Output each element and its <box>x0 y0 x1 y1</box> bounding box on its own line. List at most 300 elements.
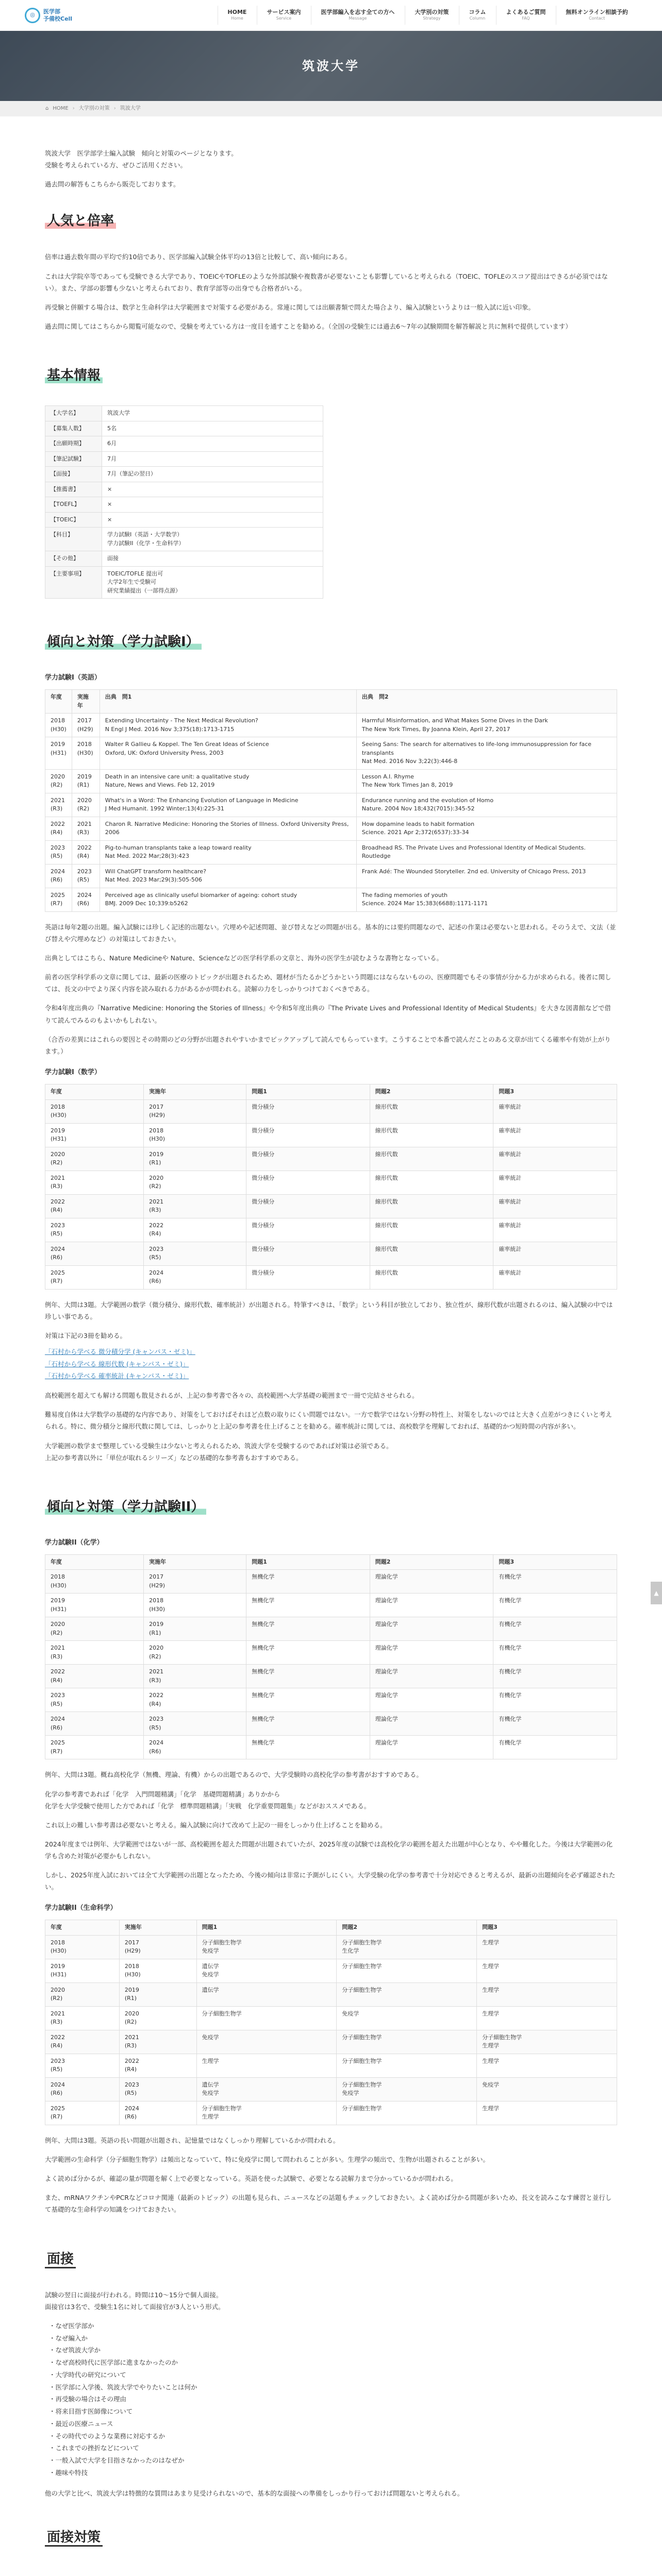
table-cell: 分子細胞生物学 生理学 <box>477 2030 617 2054</box>
breadcrumb-current: 筑波大学 <box>120 105 141 111</box>
table-header-row <box>45 690 617 714</box>
table-header-row <box>45 1554 617 1570</box>
table-cell: 線形代数 <box>370 1123 493 1147</box>
table-cell: 2020 (R2) <box>45 1617 144 1641</box>
paragraph: 対策は下記の3冊を勧める。 <box>45 1331 126 1340</box>
table-cell: 遺伝学 免疫学 <box>196 1959 337 1982</box>
paragraph: 過去問に関してはこちらから閲覧可能なので、受験を考えている方は一度目を通すことを勧める。（全国の受験生には過去6〜7年の試験期間を解答解説と共に無料で提供しています） <box>45 322 572 330</box>
list-item: ・大学時代の研究について <box>49 2370 126 2379</box>
table-cell: 2017 (H29) <box>144 1570 246 1594</box>
info-key: 【大学名】 <box>45 406 102 421</box>
table-cell: 2022 (R4) <box>45 817 72 840</box>
paragraph: 例年、大問は3題。英語の長い問題が出題され、記憶量ではなくしっかり理解しているかが問われる。 <box>45 2136 340 2144</box>
table-header-row <box>45 1920 617 1936</box>
table-cell: 2023 (R5) <box>144 1712 246 1736</box>
table-row <box>45 1594 617 1617</box>
table-cell: 分子細胞生物学 生化学 <box>337 1935 477 1959</box>
table-row <box>45 1641 617 1665</box>
column-header: 問題3 <box>493 1554 617 1570</box>
table-cell: Harmful Misinformation, and What Makes Some Dives in the Dark The New York Times, By Joanna Klein, April 27, 2017 <box>356 714 617 737</box>
paragraph: 化学の参考書であれば「化学 入門問題精講」「化学 基礎問題精講」ありかから 化学を大学受験で使用した方であれば「化学 標準問題精講」「実戦 化学重要問題集」などがおススメである。 <box>45 1790 371 1810</box>
table-cell: 2021 (R3) <box>72 817 100 840</box>
table-row <box>45 1665 617 1688</box>
table-cell: 理論化学 <box>370 1688 493 1712</box>
table-cell: 2022 (R4) <box>45 2030 120 2054</box>
table-cell: 2019 (H31) <box>45 1959 120 1982</box>
list-item: ・なぜ編入か <box>49 2334 88 2342</box>
column-header: 問題1 <box>196 1920 337 1936</box>
table-cell: 理論化学 <box>370 1641 493 1665</box>
column-header: 年度 <box>45 1920 120 1936</box>
site-logo[interactable] <box>25 8 72 23</box>
paragraph: 再受験と併願する場合は、数学と生命科学は大学範囲まで対策する必要がある。常連に関しては出願書類で問えた場合より、編入試験というよりは一般入試に近い印象。 <box>45 303 535 311</box>
info-value: 学力試験I（英語・大学数学） 学力試験II（化学・生命科学） <box>102 528 323 551</box>
paragraph: 試験の翌日に面接が行われる。時間は10〜15分で個人面接。 面接官は3名で、受験生1名に対して面接官が3人という形式。 <box>45 2291 225 2311</box>
table-cell: 無機化学 <box>246 1594 370 1617</box>
table-cell: Lesson A.I. Rhyme The New York Times Jan 8, 2019 <box>356 769 617 793</box>
table-header-row <box>45 1084 617 1100</box>
logo-line2: 予備校Cell <box>43 15 73 22</box>
table-row <box>45 1982 617 2006</box>
nav-column[interactable]: コラム Column <box>459 6 495 25</box>
table-cell: 2020 (R2) <box>144 1641 246 1665</box>
table-cell: 微分積分 <box>246 1123 370 1147</box>
column-header: 問題2 <box>370 1554 493 1570</box>
bio-subheading: 学力試験II（生命科学） <box>45 1904 117 1912</box>
english-source-table <box>45 689 617 912</box>
list-item: ・趣味や特技 <box>49 2468 88 2477</box>
info-value: 7月 <box>102 451 323 467</box>
table-cell: 2019 (R1) <box>72 769 100 793</box>
table-cell: 2019 (H31) <box>45 1594 144 1617</box>
paragraph: 英語は毎年2題の出題。編入試験には珍しく記述的出題ない。穴埋めや記述問題、並び替えなどの問題が出る。基本的には要約問題なので、記述の作業は必要ないと思われる。そのうえで、文法（並び替えや穴埋めなど）の対策はしておきたい。 <box>45 923 616 943</box>
table-cell: Death in an intensive care unit: a qualitative study Nature, News and Views. Feb 12, 2019 <box>100 769 356 793</box>
table-cell: 2021 (R3) <box>119 2030 196 2054</box>
table-cell: 生理学 <box>477 1935 617 1959</box>
table-cell: 線形代数 <box>370 1147 493 1171</box>
table-row <box>45 1570 617 1594</box>
list-item: ・なぜ高校時代に医学部に進まなかったのか <box>49 2359 178 2367</box>
paragraph: 2024年度までは例年、大学範囲ではないが一部、高校範囲を超えた問題が出題されていたが、2025年度の試験では高校化学の範囲を超えた出題が中心となり、やや難化した。今後は大学範囲の化学も含めた対策が必要かもしれない。 <box>45 1840 613 1860</box>
table-cell: 2019 (H31) <box>45 1123 144 1147</box>
info-value: TOEIC/TOFLE 提出可 大学2年生で受験可 研究業績提出（一部得点源） <box>102 566 323 599</box>
table-row <box>45 1242 617 1265</box>
table-cell: 2024 (R6) <box>45 1242 144 1265</box>
table-row <box>45 566 323 599</box>
paragraph: 他の大学と比べ、筑波大学は特徴的な質問はあまり見受けられないので、基本的な面接への準備をしっかり行っておけば問題ないと考えられる。 <box>45 2489 464 2497</box>
paragraph: 出典としてはこちら、Nature Medicineや Nature、Scienceなどの医学科学系の文章と、海外の医学生が読むような書物となっている。 <box>45 954 443 962</box>
table-cell: 2025 (R7) <box>45 1736 144 1759</box>
info-value: 筑波大学 <box>102 406 323 421</box>
table-row <box>45 1218 617 1242</box>
column-header: 出典 問2 <box>356 690 617 714</box>
table-cell: 有機化学 <box>493 1712 617 1736</box>
paragraph: 大学範囲の生命科学（分子細胞生物学）は頻出となっていて、特に免疫学に関して問われることが多い。生理学の頻出で、生物が出題されることが多い。 <box>45 2156 490 2164</box>
paragraph: 高校範囲を超えても解ける問題も散見されるが、上記の参考書で各々の、高校範囲へ大学基礎の範囲まで一冊で完結させられる。 <box>45 1392 419 1400</box>
paragraph: また、mRNAワクチンやPCRなどコロナ関連（最新のトピック）の出題も見られ、ニュースなどの話題もチェックしておきたい。よく読めば分かる問題が多いため、長文を読みこなす練習と並行して基礎的な生命科学の知識をつけておきたい。 <box>45 2194 612 2214</box>
table-cell: 2022 (R4) <box>45 1194 144 1218</box>
info-key: 【面接】 <box>45 467 102 482</box>
table-cell: 確率統計 <box>493 1171 617 1194</box>
table-cell: Perceived age as clinically useful biomarker of ageing: cohort study BMJ. 2009 Dec 10;339:b5262 <box>100 888 356 911</box>
info-key: 【TOEFL】 <box>45 497 102 513</box>
table-cell: 無機化学 <box>246 1712 370 1736</box>
table-cell: 2018 (H30) <box>72 737 100 770</box>
table-cell: The fading memories of youth Science. 2024 Mar 15;383(6688):1171-1171 <box>356 888 617 911</box>
paragraph: （合否の差異にはこれらの要因とその時期のどの分野が出題されやすいかまでピックアップして読んでもらっています。こうすることで本番で読んだことのある文章が出てくる確率や有効が上がります。） <box>45 1035 611 1055</box>
page-top-button[interactable]: ▲ <box>651 1582 662 1604</box>
table-cell: 2022 (R4) <box>144 1688 246 1712</box>
table-row <box>45 793 617 817</box>
info-key: 【出願時期】 <box>45 436 102 452</box>
table-cell: 2021 (R3) <box>144 1194 246 1218</box>
breadcrumb-parent[interactable]: 大学別の対策 <box>78 105 110 111</box>
table-row <box>45 2077 617 2101</box>
math-topic-table <box>45 1084 617 1290</box>
table-cell: 有機化学 <box>493 1617 617 1641</box>
logo-mark-icon: ◎ <box>25 8 40 23</box>
table-cell: Broadhead RS. The Private Lives and Professional Identity of Medical Students. Routledge <box>356 840 617 864</box>
table-cell: 免疫学 <box>337 2006 477 2030</box>
breadcrumb <box>0 101 662 116</box>
table-row <box>45 451 323 467</box>
table-cell: 免疫学 <box>477 2077 617 2101</box>
table-row <box>45 2054 617 2077</box>
table-cell: 生理学 <box>477 2101 617 2125</box>
table-cell: Seeing Sans: The search for alternatives to life-long immunosuppression for face transplants Nat Med. 2016 Nov 3;22(3):446-8 <box>356 737 617 770</box>
table-cell: 2018 (H30) <box>144 1123 246 1147</box>
table-cell: 線形代数 <box>370 1218 493 1242</box>
table-cell: 理論化学 <box>370 1665 493 1688</box>
table-row <box>45 737 617 770</box>
nav-faq[interactable]: よくあるご質問 FAQ <box>496 6 555 25</box>
table-cell: 分子細胞生物学 <box>337 2101 477 2125</box>
column-header: 実施年 <box>72 690 100 714</box>
math-subheading: 学力試験I（数学） <box>45 1068 101 1076</box>
table-row <box>45 436 323 452</box>
table-cell: 分子細胞生物学 免疫学 <box>196 1935 337 1959</box>
column-header: 実施年 <box>119 1920 196 1936</box>
table-row <box>45 817 617 840</box>
table-cell: 2024 (R6) <box>45 864 72 888</box>
list-item: ・一般入試で大学を目指さなかったのはなぜか <box>49 2456 185 2465</box>
column-header: 出典 問1 <box>100 690 356 714</box>
list-item: ・なぜ医学部か <box>49 2321 94 2330</box>
table-cell: Frank Adé: The Wounded Storyteller. 2nd ed. University of Chicago Press, 2013 <box>356 864 617 888</box>
table-row <box>45 512 323 528</box>
info-value: 6月 <box>102 436 323 452</box>
table-cell: 2024 (R6) <box>119 2101 196 2125</box>
table-cell: 無機化学 <box>246 1665 370 1688</box>
table-cell: 有機化学 <box>493 1665 617 1688</box>
breadcrumb-separator: › <box>113 105 116 111</box>
english-subheading: 学力試験I（英語） <box>45 674 101 682</box>
table-cell: 有機化学 <box>493 1570 617 1594</box>
book-list <box>45 1346 617 1382</box>
table-cell: 確率統計 <box>493 1099 617 1123</box>
book-link[interactable]: 「石村から学べる 線形代数 (キャンパス・ゼミ)」 <box>45 1360 189 1368</box>
home-icon: ⌂ <box>45 105 49 111</box>
list-item: ・これまでの挫折などについて <box>49 2444 139 2452</box>
list-item: ・再受験の場合はその理由 <box>49 2395 127 2403</box>
table-row <box>45 2006 617 2030</box>
paragraph: 前者の医学科学系の文章に関しては、最新の医療のトピックが出題されるため、題材が当たるかどうかという問題にはならないものの、医療問題でもその事情が分かる力が求められる。後者に関しては、長文の中でより深く内容を読み取れる力があるかが問われる。読解の力をしっかりつけておくべきである。 <box>45 973 611 993</box>
table-cell: 微分積分 <box>246 1218 370 1242</box>
table-cell: 2024 (R6) <box>144 1265 246 1289</box>
bio-topic-table <box>45 1920 617 2125</box>
info-key: 【募集人数】 <box>45 421 102 436</box>
section-interview2-heading: 面接対策 <box>45 2525 617 2553</box>
site-header <box>0 0 662 31</box>
table-cell: Charon R. Narrative Medicine: Honoring the Stories of Illness. Oxford University Press, 2006 <box>100 817 356 840</box>
table-cell: Pig-to-human transplants take a leap toward reality Nat Med. 2022 Mar;28(3):423 <box>100 840 356 864</box>
table-row <box>45 1712 617 1736</box>
interview-question-list <box>49 2320 617 2479</box>
hero-banner <box>0 31 662 101</box>
paragraph: 例年、大問は3題。概ね高校化学（無機、理論、有機）からの出題であるので、大学受験時の高校化学の参考書がおすすめである。 <box>45 1771 423 1779</box>
column-header: 年度 <box>45 1084 144 1100</box>
table-row <box>45 888 617 911</box>
global-nav <box>218 6 637 25</box>
table-cell: 2018 (H30) <box>45 1570 144 1594</box>
info-key: 【その他】 <box>45 551 102 567</box>
table-row <box>45 551 323 567</box>
table-cell: 有機化学 <box>493 1688 617 1712</box>
book-link[interactable]: 「石村から学べる 確率統計 (キャンパス・ゼミ)」 <box>45 1372 189 1380</box>
table-cell: 2023 (R5) <box>119 2077 196 2101</box>
table-cell: 2023 (R5) <box>45 840 72 864</box>
info-key: 【TOEIC】 <box>45 512 102 528</box>
table-cell: 2018 (H30) <box>45 1099 144 1123</box>
book-link[interactable]: 「石村から学べる 微分積分学 (キャンパス・ゼミ)」 <box>45 1347 195 1355</box>
table-cell: 線形代数 <box>370 1265 493 1289</box>
table-cell: 2017 (H29) <box>144 1099 246 1123</box>
table-cell: 2025 (R7) <box>45 1265 144 1289</box>
info-value: × <box>102 482 323 497</box>
column-header: 年度 <box>45 690 72 714</box>
table-row <box>45 482 323 497</box>
table-cell: 生理学 <box>196 2054 337 2077</box>
paragraph: 倍率は過去数年間の平均で約10倍であり、医学部編入試験全体平均の13倍と比較して、高い傾向にある。 <box>45 253 352 261</box>
table-cell: 確率統計 <box>493 1147 617 1171</box>
table-cell: 分子細胞生物学 <box>337 2030 477 2054</box>
table-cell: 有機化学 <box>493 1736 617 1759</box>
table-cell: 2023 (R5) <box>45 1688 144 1712</box>
table-row <box>45 1147 617 1171</box>
table-cell: 2019 (R1) <box>119 1982 196 2006</box>
table-cell: 2022 (R4) <box>72 840 100 864</box>
breadcrumb-home[interactable]: HOME <box>53 105 69 111</box>
list-item: ・医学部に入学後、筑波大学でやりたいことは何か <box>49 2383 197 2391</box>
info-key: 【科目】 <box>45 528 102 551</box>
table-cell: 2018 (H30) <box>144 1594 246 1617</box>
table-cell: 2017 (H29) <box>119 1935 196 1959</box>
paragraph: よく読めば分かるが、確認の量が問題を解く上で必要となっている。英語を使った試験で、必要となる読解力まで分かっているかが問われる。 <box>45 2175 457 2183</box>
table-cell: 理論化学 <box>370 1594 493 1617</box>
table-cell: 2024 (R6) <box>45 1712 144 1736</box>
table-cell: 遺伝学 <box>196 1982 337 2006</box>
table-cell: 確率統計 <box>493 1242 617 1265</box>
table-cell: 2019 (R1) <box>144 1147 246 1171</box>
column-header: 年度 <box>45 1554 144 1570</box>
table-row <box>45 714 617 737</box>
table-row <box>45 769 617 793</box>
table-cell: 微分積分 <box>246 1171 370 1194</box>
paragraph: 大学範囲の数学まで整理している受験生は少ないと考えられるため、筑波大学を受験するのであれば対策は必須である。 <box>45 1442 393 1450</box>
column-header: 問題2 <box>370 1084 493 1100</box>
nav-strategy[interactable]: 大学別の対策 Strategy <box>405 6 458 25</box>
table-cell: 分子細胞生物学 <box>337 1959 477 1982</box>
table-cell: 生理学 <box>477 2054 617 2077</box>
table-cell: 2022 (R4) <box>144 1218 246 1242</box>
section-popularity-heading: 人気と倍率 <box>45 209 617 236</box>
page-title: 筑波大学 <box>302 58 360 73</box>
list-item: ・なぜ筑波大学か <box>49 2346 101 2354</box>
nav-contact[interactable]: 無料オンライン相談予約 Contact <box>556 6 637 25</box>
nav-home[interactable]: HOME Home <box>218 6 256 25</box>
table-cell: 無機化学 <box>246 1736 370 1759</box>
info-key: 【推薦書】 <box>45 482 102 497</box>
table-cell: 分子細胞生物学 <box>196 2006 337 2030</box>
column-header: 問題3 <box>477 1920 617 1936</box>
table-cell: 有機化学 <box>493 1594 617 1617</box>
table-cell: 無機化学 <box>246 1688 370 1712</box>
table-row <box>45 1171 617 1194</box>
column-header: 問題2 <box>337 1920 477 1936</box>
table-cell: Extending Uncertainty - The Next Medical Revolution? N Engl J Med. 2016 Nov 3;375(18):1713-1715 <box>100 714 356 737</box>
table-cell: 2021 (R3) <box>45 1641 144 1665</box>
list-item: ・将来目指す医師像について <box>49 2408 133 2416</box>
info-value: 5名 <box>102 421 323 436</box>
table-cell: 2025 (R7) <box>45 2101 120 2125</box>
table-row <box>45 1617 617 1641</box>
paragraph: しかし、2025年度入試においては全て大学範囲の出題となったため、今後の傾向は非常に予測がしにくい。大学受験の化学の参考書で十分対応できると考えるが、最新の出題傾向を必ず確認されたい。 <box>45 1871 616 1891</box>
table-cell: 2023 (R5) <box>72 864 100 888</box>
table-row <box>45 1935 617 1959</box>
section-interview-heading: 面接 <box>45 2247 617 2275</box>
table-cell: 2020 (R2) <box>144 1171 246 1194</box>
table-cell: 2025 (R7) <box>45 888 72 911</box>
table-cell: 2021 (R3) <box>144 1665 246 1688</box>
table-cell: 2020 (R2) <box>45 1147 144 1171</box>
table-cell: 理論化学 <box>370 1570 493 1594</box>
table-cell: 2023 (R5) <box>45 2054 120 2077</box>
table-cell: 理論化学 <box>370 1617 493 1641</box>
info-value: 面接 <box>102 551 323 567</box>
table-cell: 無機化学 <box>246 1641 370 1665</box>
table-row <box>45 864 617 888</box>
paragraph: 難易度自体は大学数学の基礎的な内容であり、対策をしておけばそれほど点数の取りにくい問題ではない。一方で数学ではない分野の特性上、対策をしないのではと大きく点差がつきにくいと考えられる。特に、微分積分と線形代数に関しては、しっかりと上記の参考書を仕上げることを勧める。確率統計に関しては、高校数学を理解しておれば、基礎的かつ短時間の内容が多い。 <box>45 1411 613 1431</box>
info-key: 【筆記試験】 <box>45 451 102 467</box>
table-cell: 2020 (R2) <box>45 1982 120 2006</box>
table-row <box>45 1688 617 1712</box>
basic-info-table <box>45 405 323 599</box>
table-cell: 微分積分 <box>246 1147 370 1171</box>
breadcrumb-separator: › <box>72 105 75 111</box>
table-cell: 確率統計 <box>493 1123 617 1147</box>
chem-subheading: 学力試験II（化学） <box>45 1538 104 1547</box>
table-cell: 無機化学 <box>246 1570 370 1594</box>
table-cell: 線形代数 <box>370 1171 493 1194</box>
table-cell: Walter R Gallieu & Koppel. The Ten Great Ideas of Science Oxford, UK: Oxford University Press, 2003 <box>100 737 356 770</box>
info-value: × <box>102 497 323 513</box>
table-cell: 2023 (R5) <box>45 1218 144 1242</box>
table-row <box>45 840 617 864</box>
table-row <box>45 467 323 482</box>
table-cell: 2021 (R3) <box>45 2006 120 2030</box>
table-row <box>45 2101 617 2125</box>
table-row <box>45 2030 617 2054</box>
chem-topic-table <box>45 1554 617 1760</box>
table-cell: 線形代数 <box>370 1099 493 1123</box>
table-cell: 確率統計 <box>493 1265 617 1289</box>
table-cell: 2021 (R3) <box>45 1171 144 1194</box>
column-header: 問題1 <box>246 1084 370 1100</box>
intro-text: 受験を考えられている方、ぜひご活用ください。 <box>45 161 187 170</box>
column-header: 問題3 <box>493 1084 617 1100</box>
table-row <box>45 1123 617 1147</box>
table-cell: 免疫学 <box>196 2030 337 2054</box>
table-cell: 生理学 <box>477 1982 617 2006</box>
table-cell: 微分積分 <box>246 1099 370 1123</box>
info-value: 7月（筆記の翌日） <box>102 467 323 482</box>
table-cell: 生理学 <box>477 2006 617 2030</box>
table-cell: 2017 (H29) <box>72 714 100 737</box>
table-cell: 2024 (R6) <box>72 888 100 911</box>
table-cell: 2024 (R6) <box>144 1736 246 1759</box>
table-cell: 2023 (R5) <box>144 1242 246 1265</box>
section-basic-heading: 基本情報 <box>45 363 617 391</box>
table-cell: 微分積分 <box>246 1194 370 1218</box>
column-header: 実施年 <box>144 1084 246 1100</box>
nav-message[interactable]: 医学部編入を志す全ての方へ Message <box>311 6 404 25</box>
nav-service[interactable]: サービス案内 Service <box>257 6 310 25</box>
table-row <box>45 497 323 513</box>
table-cell: 2020 (R2) <box>119 2006 196 2030</box>
table-cell: 2018 (H30) <box>45 714 72 737</box>
column-header: 問題1 <box>246 1554 370 1570</box>
paragraph: 令和4年度出典の『Narrative Medicine: Honoring the Stories of Illness』や令和5年度出典の『The Private Lives and Professional Identity of Medical Students』を大きな図書館などで借りて読んでみるのもよいかもしれない。 <box>45 1004 611 1024</box>
table-cell: 2020 (R2) <box>45 769 72 793</box>
table-cell: 遺伝学 免疫学 <box>196 2077 337 2101</box>
table-row <box>45 406 323 421</box>
paragraph: これは大学院卒等であっても受験できる大学であり、TOEICやTOFLEのような外部試験や複数書が必要ないことも影響していると考えられる（TOEIC、TOFLEのスコア提出はできるが必須ではない）。また、学部の影響も少ないと考えられており、教育学部等の出身でも合格者がいる。 <box>45 272 608 292</box>
table-cell: What's in a Word: The Enhancing Evolution of Language in Medicine J Med Humanit. 1992 Winter;13(4):225-31 <box>100 793 356 817</box>
paragraph: 上記の参考書以外に「単位が取れるシリーズ」などの基礎的な参考書もおすすめである。 <box>45 1453 303 1462</box>
table-cell: 無機化学 <box>246 1617 370 1641</box>
table-cell: Will ChatGPT transform healthcare? Nat Med. 2023 Mar;29(3):505-506 <box>100 864 356 888</box>
table-cell: 2018 (H30) <box>45 1935 120 1959</box>
table-cell: 2022 (R4) <box>119 2054 196 2077</box>
table-cell: 分子細胞生物学 <box>337 2054 477 2077</box>
table-row <box>45 421 323 436</box>
table-cell: 分子細胞生物学 <box>337 1982 477 2006</box>
section-test2-heading: 傾向と対策（学力試験II） <box>45 1495 617 1522</box>
table-cell: 有機化学 <box>493 1641 617 1665</box>
table-cell: 微分積分 <box>246 1242 370 1265</box>
table-cell: 分子細胞生物学 生理学 <box>196 2101 337 2125</box>
table-row <box>45 528 323 551</box>
table-cell: 2024 (R6) <box>45 2077 120 2101</box>
main-content <box>45 116 617 2553</box>
table-cell: 確率統計 <box>493 1218 617 1242</box>
table-cell: How dopamine leads to habit formation Science. 2021 Apr 2;372(6537):33-34 <box>356 817 617 840</box>
column-header: 実施年 <box>144 1554 246 1570</box>
table-cell: 理論化学 <box>370 1736 493 1759</box>
paragraph: 例年、大問は3題。大学範囲の数学（微分積分、線形代数、確率統計）が出題される。特筆すべきは、「数学」という科目が独立しており、独立性が、線形代数が出題されるのは、編入試験の中では珍しい事である。 <box>45 1300 613 1320</box>
intro-link[interactable]: 過去問の解答もこちらから販売しております。 <box>45 180 180 189</box>
table-row <box>45 1736 617 1759</box>
